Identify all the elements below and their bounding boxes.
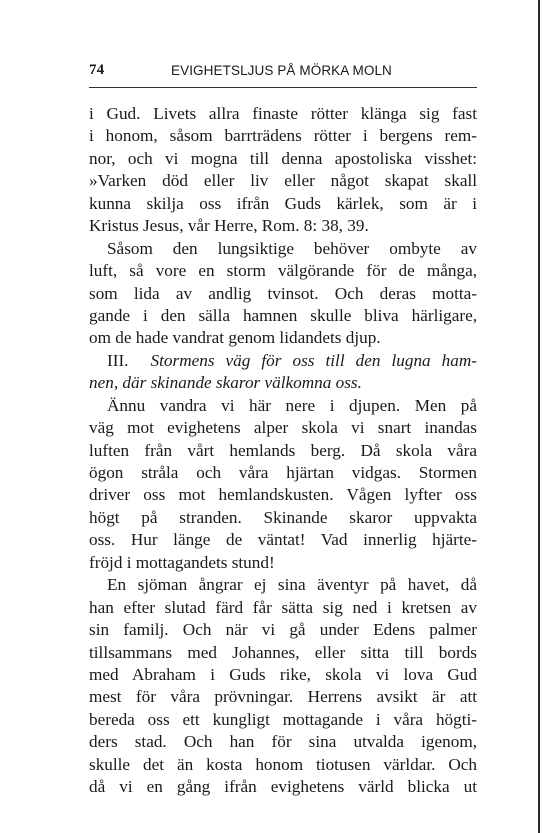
text-line: han efter slutad färd får sätta sig ned i kretsen av xyxy=(89,597,477,617)
body-text xyxy=(89,103,477,799)
text-line: i honom, såsom barrträdens rötter i bergens rem- xyxy=(89,126,477,146)
header-rule xyxy=(89,87,477,88)
text-line: då vi en gång ifrån evighetens värld blicka ut xyxy=(89,777,477,797)
section-heading-text: Stormens väg för oss till den lugna ham- xyxy=(150,350,477,370)
page-edge-border xyxy=(538,0,540,833)
section-heading-line: nen, där skinande skaror välkomna oss. xyxy=(89,373,362,393)
text-line: ögon stråla och våra hjärtan vidgas. Stormen xyxy=(89,463,477,482)
text-line: väg mot evighetens alper skola vi snart inandas xyxy=(89,418,477,438)
text-line: luften från vårt hemlands berg. Då skola våra xyxy=(89,440,477,460)
text-line: En sjöman ångrar ej sina äventyr på havet, då xyxy=(107,575,477,595)
text-line: »Varken död eller liv eller något skapat skall xyxy=(89,171,477,191)
text-line: oss. Hur länge de väntat! Vad innerlig hjärte- xyxy=(89,530,477,550)
text-line: mest för våra prövningar. Herrens avsikt är att xyxy=(89,687,477,707)
text-line: med Abraham i Guds rike, skola vi lova Gud xyxy=(89,664,477,684)
text-line: skulle det än kosta honom tiotusen världar. Och xyxy=(89,754,477,774)
text-line: om de hade vandrat genom lidandets djup. xyxy=(89,328,381,348)
text-line: högt på stranden. Skinande skaror uppvakta xyxy=(89,507,477,527)
text-line: fröjd i mottagandets stund! xyxy=(89,552,275,572)
text-line: bereda oss ett kungligt mottagande i våra högti- xyxy=(89,709,477,729)
text-line: nor, och vi mogna till denna apostoliska visshet: xyxy=(89,148,477,168)
text-line: som lida av andlig tvinsot. Och deras motta- xyxy=(89,283,477,303)
text-line: gande i den sälla hamnen skulle bliva härligare, xyxy=(89,305,477,325)
text-line: Såsom den lungsiktige behöver ombyte av xyxy=(107,238,477,258)
text-line: driver oss mot hemlandskusten. Vågen lyfter oss xyxy=(89,485,477,505)
running-header xyxy=(89,62,477,84)
text-line: tillsammans med Johannes, eller sitta till bords xyxy=(89,642,477,662)
text-line: i Gud. Livets allra finaste rötter klänga sig fast xyxy=(89,104,477,123)
text-line: Ännu vandra vi här nere i djupen. Men på xyxy=(107,395,477,415)
text-line: sin familj. Och när vi gå under Edens palmer xyxy=(89,620,477,640)
section-heading-line xyxy=(89,350,477,372)
page-number: 74 xyxy=(89,62,105,78)
text-line: kunna skilja oss ifrån Guds kärlek, som är i xyxy=(89,193,477,213)
text-line: Kristus Jesus, vår Herre, Rom. 8: 38, 39. xyxy=(89,216,369,236)
section-number: III. xyxy=(107,350,129,370)
text-line: luft, så vore en storm välgörande för de många, xyxy=(89,261,477,281)
running-title: EVIGHETSLJUS PÅ MÖRKA MOLN xyxy=(171,63,392,78)
text-line: ders stad. Och han för sina utvalda igenom, xyxy=(89,732,477,752)
